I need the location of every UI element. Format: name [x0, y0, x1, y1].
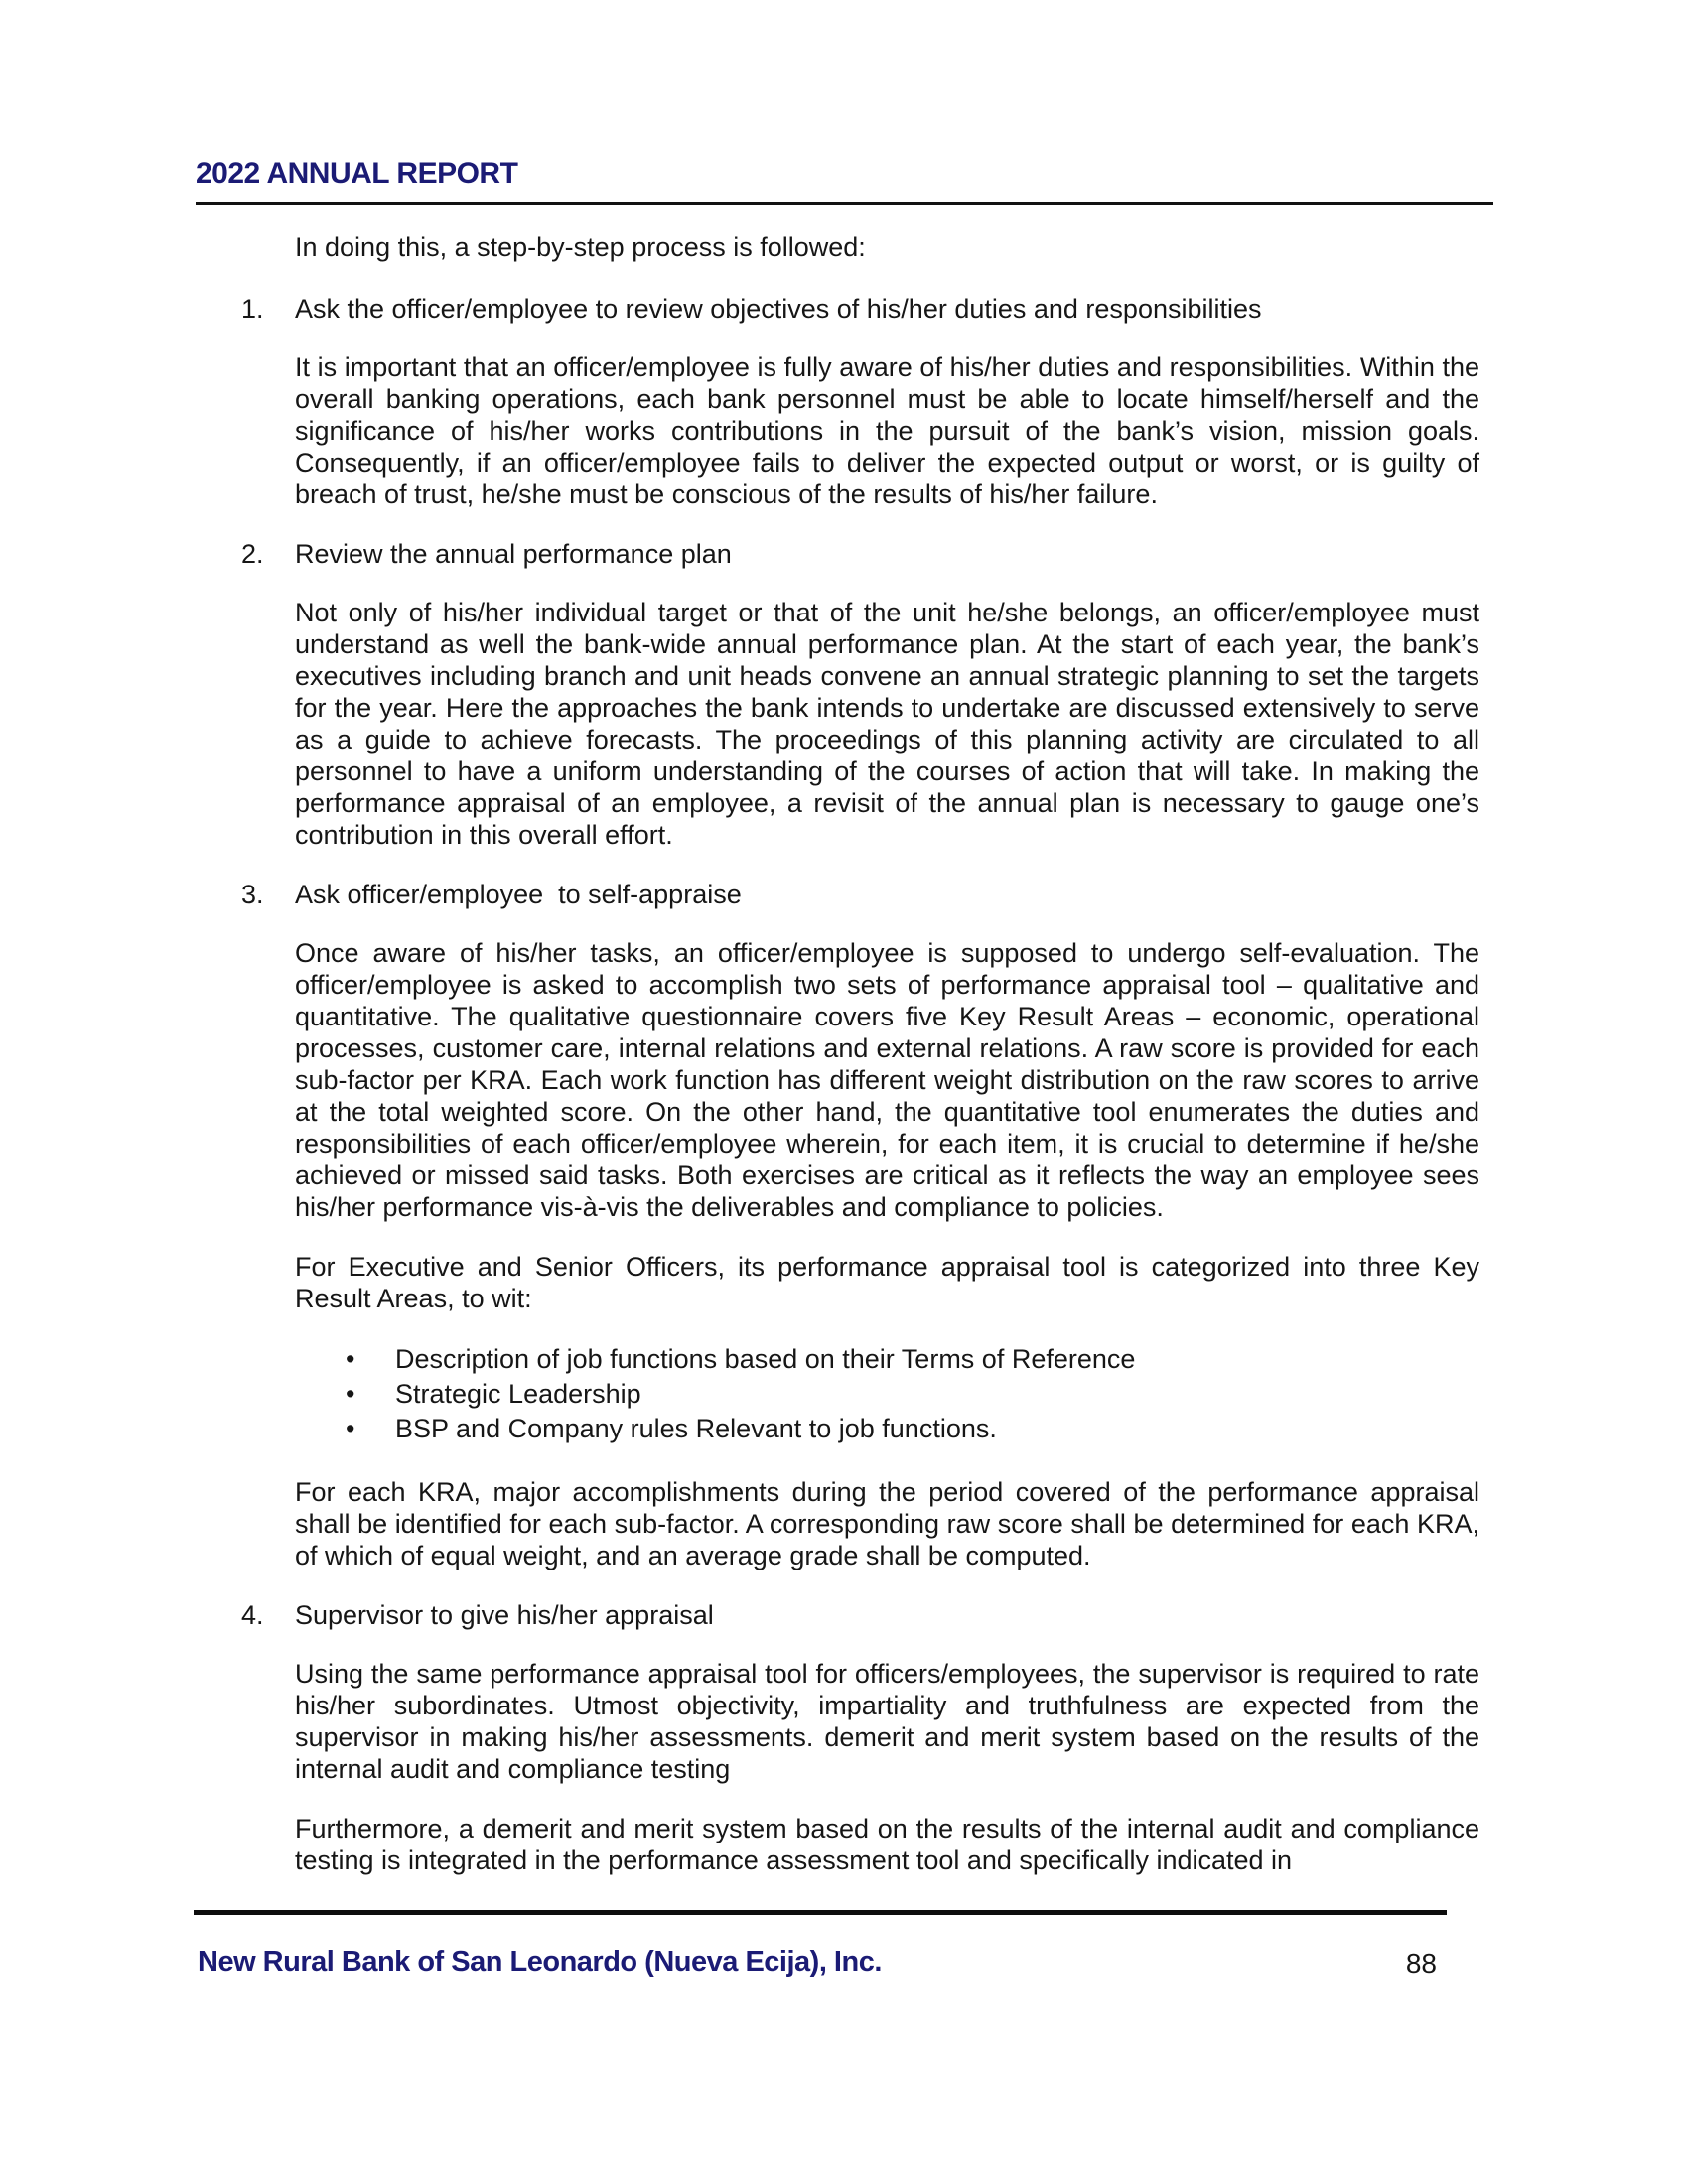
- step-3-paragraph-3: For each KRA, major accomplishments during the period covered of the performance appraisal shall be identified for each sub-factor. A corresponding raw score shall be determined for each KRA, of which of equal weight, and an average grade shall be computed.: [295, 1477, 1479, 1570]
- bullet-item: • Strategic Leadership: [295, 1377, 1479, 1412]
- step-2-heading: [241, 538, 1479, 570]
- step-1-heading: [241, 293, 1479, 325]
- step-4-paragraph-2: Furthermore, a demerit and merit system based on the results of the internal audit and compliance testing is integrated in the performance assessment tool and specifically indicated in: [295, 1814, 1479, 1875]
- step-3-number: 3.: [241, 880, 264, 909]
- step-3: [241, 879, 1479, 1571]
- step-1-paragraph: It is important that an officer/employee is fully aware of his/her duties and responsibilities. Within the overall banking operations, each bank personnel must be able to locate himself/herself and the significance of his/her works contributions in the pursuit of the bank’s vision, mission goals. Consequently, if an officer/employee fails to deliver the expected output or worst, or is guilty of breach of trust, he/she must be conscious of the results of his/her failure.: [295, 352, 1479, 509]
- step-1-number: 1.: [241, 294, 264, 324]
- page-title: 2022 ANNUAL REPORT: [196, 157, 518, 190]
- step-1-title: Ask the officer/employee to review objectives of his/her duties and responsibilities: [295, 294, 1262, 324]
- step-2-number: 2.: [241, 539, 264, 569]
- step-4-number: 4.: [241, 1600, 264, 1630]
- header-divider: [196, 202, 1493, 205]
- step-3-paragraph: Once aware of his/her tasks, an officer/employee is supposed to undergo self-evaluation. The officer/employee is asked to accomplish two sets of performance appraisal tool – qualitative and quantitative. The qualitative questionnaire covers five Key Result Areas – economic, operational processes, customer care, internal relations and external relations. A raw score is provided for each sub-factor per KRA. Each work function has different weight distribution on the raw scores to arrive at the total weighted score. On the other hand, the quantitative tool enumerates the duties and responsibilities of each officer/employee wherein, for each item, it is crucial to determine if he/she achieved or missed said tasks. Both exercises are critical as it reflects the way an employee sees his/her performance vis-à-vis the deliverables and compliance to policies.: [295, 938, 1479, 1222]
- bullet-item: • BSP and Company rules Relevant to job functions.: [295, 1412, 1479, 1446]
- step-2-title: Review the annual performance plan: [295, 539, 732, 569]
- step-2: [241, 538, 1479, 851]
- step-4-title: Supervisor to give his/her appraisal: [295, 1600, 714, 1630]
- footer-page-number: 88: [1405, 1948, 1437, 1979]
- step-1: [241, 293, 1479, 510]
- footer-divider: [194, 1910, 1447, 1915]
- step-4-heading: [241, 1599, 1479, 1631]
- step-4-paragraph: Using the same performance appraisal tool for officers/employees, the supervisor is required to rate his/her subordinates. Utmost objectivity, impartiality and truthfulness are expected from the supervisor in making his/her assessments. demerit and merit system based on the results of the internal audit and compliance testing: [295, 1659, 1479, 1784]
- bullet-item: • Description of job functions based on their Terms of Reference: [295, 1342, 1479, 1377]
- step-4: [241, 1599, 1479, 1876]
- step-3-paragraph-2: For Executive and Senior Officers, its performance appraisal tool is categorized into three Key Result Areas, to wit:: [295, 1252, 1479, 1313]
- step-3-heading: [241, 879, 1479, 910]
- step-2-paragraph: Not only of his/her individual target or that of the unit he/she belongs, an officer/employee must understand as well the bank-wide annual performance plan. At the start of each year, the bank’s executives including branch and unit heads convene an annual strategic planning to set the targets for the year. Here the approaches the bank intends to undertake are discussed extensively to serve as a guide to achieve forecasts. The proceedings of this planning activity are circulated to all personnel to have a uniform understanding of the courses of action that will take. In making the performance appraisal of an employee, a revisit of the annual plan is necessary to gauge one’s contribution in this overall effort.: [295, 598, 1479, 850]
- intro-paragraph: In doing this, a step-by-step process is followed:: [295, 232, 866, 262]
- footer-bank-name: New Rural Bank of San Leonardo (Nueva Ecija), Inc.: [198, 1946, 882, 1978]
- kra-bullet-list: [295, 1342, 1479, 1446]
- document-body: [241, 231, 1479, 1876]
- step-3-title: Ask officer/employee to self-appraise: [295, 880, 742, 909]
